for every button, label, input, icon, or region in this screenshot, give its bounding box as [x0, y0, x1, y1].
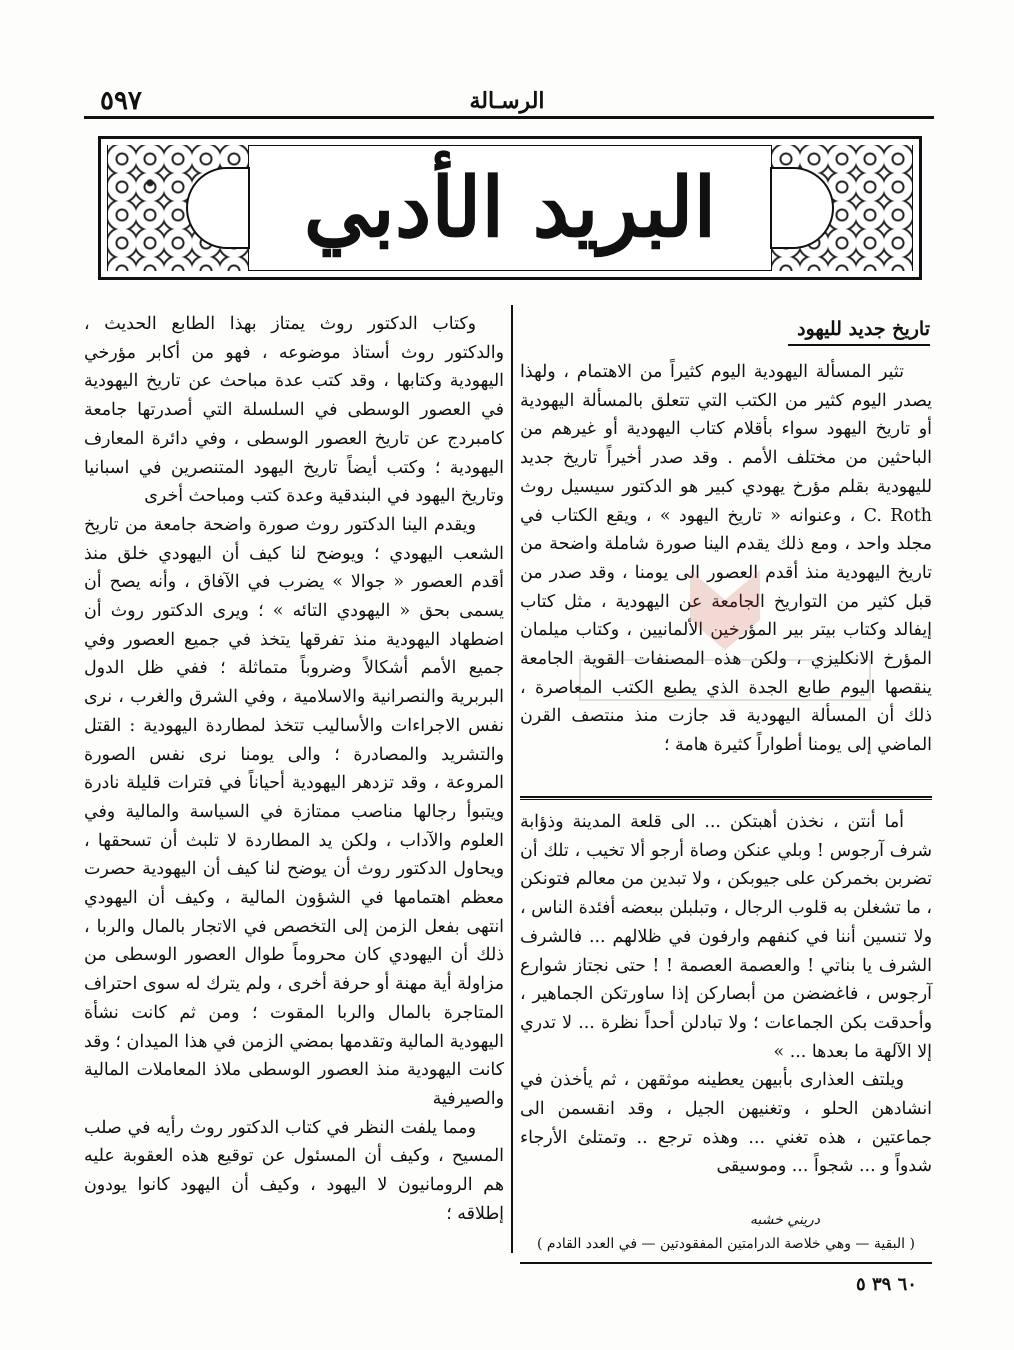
running-title: الرسـالة [469, 88, 545, 114]
author-signature: دريني خشبه [749, 1212, 820, 1228]
paragraph: ويلتف العذارى بأبيهن يعطينه موثقهن ، ثم يأخذن في انشادهن الحلو ، وتغنيهن الجيل ، وقد انقسمن الى جماعتين ، هذه تغني ... وهذه ترجع .. وتمتلئ الأرجاء شدواً و ... شجواً ... وموسيقى [520, 1070, 932, 1177]
separator-rule-thin [520, 799, 932, 800]
paragraph: أما أنتن ، نخذن أهبتكن ... الى قلعة المدينة وذؤابة شرف آرجوس ! وبلي عنكن وصاة أرجو ألا تخيب ، تلك أن تضربن بخمركن على جيوبكن ، ولا تبدين من معالم فتونكن ، ما تشغلن به قلوب الرجال ، وتبلبلن ببعضه أفئدة الناس ، ولا تنسين أننا في كنفهم وارفون في ظلالهم ... فالشرف الشرف يا بناتي ! والعصمة العصمة ! ! حتى نجتاز شوارع آرجوس ، فاغضضن من أبصاركن إذا ساورتكن الجماهير ، وأحدقت بكن الجماعات ؛ ولا تبادلن أحداً نظرة ... لا تدري إلا الآلهة ما بعدها ... » [520, 812, 932, 1062]
right-column-bottom [520, 808, 932, 1181]
page-number: ٥٩٧ [100, 86, 142, 116]
separator-rule [520, 796, 932, 798]
article-title: تاريخ جديد لليهود [788, 318, 930, 346]
right-ornament-icon [771, 145, 913, 271]
left-ornament-icon [107, 145, 249, 271]
paragraph: وكتاب الدكتور روث يمتاز بهذا الطابع الحديث ، والدكتور روث أستاذ موضوعه ، فهو من أكابر مؤرخي اليهودية وكتابها ، وقد كتب عدة مباحث عن تاريخ اليهودية في العصور الوسطى في السلسلة التي أصدرتها جامعة كامبردج عن تاريخ العصور الوسطى ، وفي دائرة المعارف اليهودية ؛ وكتب أيضاً تاريخ اليهود المتنصرين في اسبانيا وتاريخ اليهود في البندقية وعدة كتب ومباحث أخرى [84, 314, 504, 507]
footer-number: ٦٠ ٣٩ ٥ [856, 1274, 917, 1295]
paragraph: تثير المسألة اليهودية اليوم كثيراً من الاهتمام ، ولهذا يصدر اليوم كثير من الكتب التي تتعلق بالمسألة اليهودية أو تاريخ اليهود سواء بأقلام كتاب اليهودية أو غيرهم من الباحثين من مختلف الأمم . وقد صدر أخيراً تاريخ جديد لليهودية بقلم مؤرخ يهودي كبير هو الدكتور سيسيل روث C. Roth ، وعنوانه « تاريخ اليهود » ، ويقع الكتاب في مجلد واحد ، ومع ذلك يقدم الينا صورة شاملة واضحة من تاريخ اليهودية منذ أقدم العصور الى يومنا ، وقد صدر من قبل كثير من التواريخ الجامعة عن اليهودية ، مثل كتاب إيفالد وكتاب بيتر بير المؤرخين الألمانيين ، وكتاب ميلمان المؤرخ الانكليزي ، ولكن هذه المصنفات القوية الجامعة ينقصها اليوم طابع الجدة الذي يطبع الكتب المعاصرة ، ذلك أن المسألة اليهودية قد جازت منذ منتصف القرن الماضي إلى يومنا أطواراً كثيرة هامة ؛ [520, 362, 933, 756]
continuation-note: ( البقية — وهي خلاصة الدرامتين المفقودتين — في العدد القادم ) [537, 1236, 915, 1252]
right-column-top [520, 358, 932, 760]
paragraph: ويقدم الينا الدكتور روث صورة واضحة جامعة من تاريخ الشعب اليهودي ؛ ويوضح لنا كيف أن اليهودي خلق منذ أقدم العصور « جوالا » يضرب في الآفاق ، وأنه يصح أن يسمى بحق « اليهودي التائه » ؛ ويرى الدكتور روث أن اضطهاد اليهودية منذ تفرقها يتخذ في جميع العصور وفي جميع الأمم أشكالاً وضروباً متماثلة ؛ ففي ظل الدول البربرية والنصرانية والاسلامية ، وفي الشرق والغرب ، نرى نفس الاجراءات والأساليب تتخذ لمطاردة اليهودية : القتل والتشريد والمصادرة ؛ والى يومنا نرى نفس الصورة المروعة ، وقد تزدهر اليهودية أحياناً في فترات قليلة نادرة ويتبوأ رجالها مناصب ممتازة في السياسة والمالية وفي العلوم والآداب ، ولكن يد المطاردة لا تلبث أن تسحقها ، ويحاول الدكتور روث أن يوضح لنا كيف أن اليهودية حصرت معظم اهتمامها في الشؤون المالية ، وكيف أن اليهودي انتهى بفعل الزمن إلى التخصص في الاتجار بالمال والربا ، ذلك أن اليهودي كان محروماً طوال العصور الوسطى من مزاولة أية مهنة أو حرفة أخرى ، ولم يترك له سوى احتراف المتاجرة بالمال والربا المقوت ؛ ومن ثم كانت نشأة اليهودية المالية وتقدمها بمضي الزمن في هذا الميدان ؛ وقد كانت اليهودية منذ العصور الوسطى ملاذ المعاملات المالية والصيرفية [84, 514, 504, 1109]
section-banner [98, 136, 922, 280]
banner-title: البريد الأدبي [303, 160, 717, 256]
bottom-rule [520, 1262, 932, 1264]
column-divider [511, 305, 513, 1253]
paragraph: ومما يلفت النظر في كتاب الدكتور روث رأيه في صلب المسيح ، وكيف أن المسئول عن توقيع هذه العقوبة عليه هم الرومانيون لا اليهود ، وكيف أن اليهود كانوا يودون إطلاقه ؛ [84, 1117, 504, 1224]
left-column [84, 310, 504, 1229]
header-rule [84, 116, 934, 119]
